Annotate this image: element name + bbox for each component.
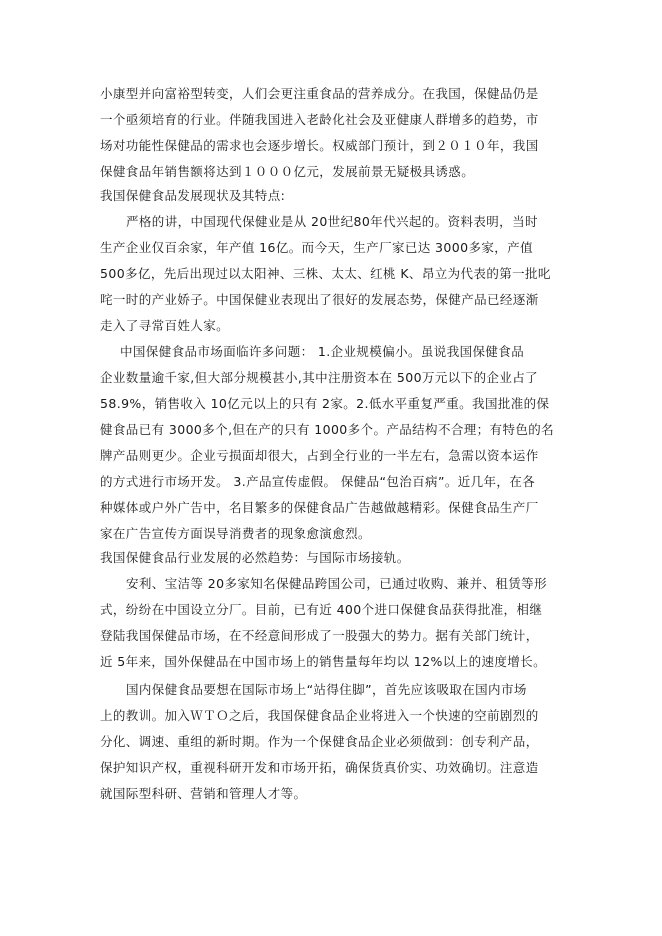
text-line: 58.9%，销售收入 10亿元以上的只有 2家。2.低水平重复严重。我国批准的保: [100, 396, 550, 411]
text-line: 健食品已有 3000多个,但在产的只有 1000多个。产品结构不合理；有特色的名: [100, 422, 555, 437]
text-line: 的方式进行市场开发。 3.产品宣传虚假。 保健品“包治百病”。近几年，在各: [100, 474, 536, 489]
text-line: 走入了寻常百姓人家。: [100, 318, 230, 333]
text-line: 保健食品年销售额将达到１０００亿元，发展前景无疑极具诱惑。: [100, 164, 475, 179]
text-line: 一个亟须培育的行业。伴随我国进入老龄化社会及亚健康人群增多的趋势，市: [100, 112, 539, 127]
text-line: 安利、宝洁等 20多家知名保健品跨国公司，已通过收购、兼并、租赁等形: [126, 576, 547, 591]
text-line: 企业数量逾千家,但大部分规模甚小,其中注册资本在 500万元以下的企业占了: [100, 370, 539, 385]
section-heading: 我国保健食品发展现状及其特点:: [100, 188, 286, 203]
text-line: 严格的讲，中国现代保健业是从 20世纪80年代兴起的。资料表明，当时: [126, 214, 538, 229]
text-line: 咤一时的产业娇子。中国保健业表现出了很好的发展态势，保健产品已经逐渐: [100, 292, 539, 307]
text-line: 就国际型科研、营销和管理人才等。: [100, 786, 307, 801]
text-line: 近 5年来，国外保健品在中国市场上的销售量每年均以 12%以上的速度增长。: [100, 654, 546, 669]
section-heading: 我国保健食品行业发展的必然趋势：与国际市场接轨。: [100, 550, 410, 565]
text-line: 分化、调速、重组的新时期。作为一个保健食品企业必须做到：创专利产品，: [100, 734, 539, 749]
text-line: 国内保健食品要想在国际市场上“站得住脚”，首先应该吸取在国内市场: [126, 682, 527, 697]
text-line: 牌产品则更少。企业亏损面却很大，占到全行业的一半左右，急需以资本运作: [100, 448, 539, 463]
text-line: 生产企业仅百余家，年产值 16亿。而今天，生产厂家已达 3000多家，产值: [100, 240, 533, 255]
text-line: 保护知识产权，重视科研开发和市场开拓，确保货真价实、功效确切。注意造: [100, 760, 539, 775]
text-line: 家在广告宣传方面误导消费者的现象愈演愈烈。: [100, 526, 371, 541]
text-line: 小康型并向富裕型转变，人们会更注重食品的营养成分。在我国，保健品仍是: [100, 86, 539, 101]
text-line: 中国保健食品市场面临许多问题： 1.企业规模偏小。虽说我国保健食品: [120, 344, 525, 359]
text-line: 种媒体或户外广告中，名目繁多的保健食品广告越做越精彩。保健食品生产厂: [100, 500, 539, 515]
text-line: 上的教训。加入ＷＴＯ之后，我国保健食品企业将进入一个快速的空前剧烈的: [100, 708, 539, 723]
text-line: 500多亿，先后出现过以太阳神、三株、太太、红桃 K、昂立为代表的第一批叱: [100, 266, 551, 281]
text-line: 场对功能性保健品的需求也会逐步增长。权威部门预计，到２０１０年，我国: [100, 138, 539, 153]
text-line: 式，纷纷在中国设立分厂。目前，已有近 400个进口保健食品获得批准，相继: [100, 602, 543, 617]
text-line: 登陆我国保健品市场，在不经意间形成了一股强大的势力。据有关部门统计，: [100, 628, 539, 643]
